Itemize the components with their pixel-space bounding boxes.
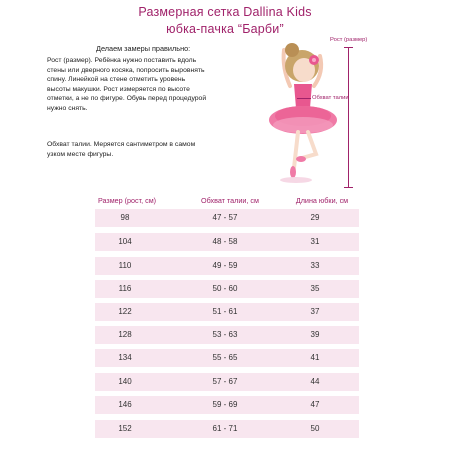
page-title: Размерная сетка Dallina Kids	[138, 5, 312, 19]
table-row	[95, 209, 359, 227]
height-label: Рост (размер)	[330, 37, 368, 43]
size-cell: 140	[118, 377, 132, 386]
size-cell: 122	[118, 307, 132, 316]
column-header-waist: Обхват талии, см	[201, 196, 259, 205]
length-cell: 39	[310, 330, 320, 339]
table-row	[95, 420, 359, 438]
table-row	[95, 396, 359, 414]
instructions-intro: Делаем замеры правильно:	[96, 44, 191, 53]
table-row	[95, 373, 359, 391]
height-instruction: Рост (размер). Ребёнка нужно поставить вдоль стены или дверного косяка, попросить выровнять спину. Линейкой на стене отметить уровень высоты макушки. Рост измеряется по высоте отметки, а не по фигуре. Обувь перед процедурой нужно снять.	[47, 57, 207, 112]
waist-instruction: Обхват талии. Меряется сантиметром в самом узком месте фигуры.	[47, 141, 196, 158]
size-cell: 134	[118, 353, 132, 362]
column-header-size: Размер (рост, см)	[97, 196, 157, 205]
length-cell: 33	[310, 261, 320, 270]
waist-cell: 51 - 61	[212, 307, 238, 316]
height-measure-tick-bottom	[344, 187, 353, 188]
length-cell: 31	[310, 237, 320, 246]
size-cell: 104	[118, 237, 132, 246]
waist-label: Обхват талии	[312, 95, 349, 101]
waist-cell: 53 - 63	[212, 330, 238, 339]
size-cell: 116	[118, 284, 132, 293]
table-row	[95, 303, 359, 321]
length-cell: 35	[310, 284, 320, 293]
size-cell: 98	[120, 213, 130, 222]
waist-cell: 48 - 58	[212, 237, 238, 246]
table-row	[95, 233, 359, 251]
table-row	[95, 349, 359, 367]
length-cell: 29	[310, 213, 320, 222]
table-row	[95, 326, 359, 344]
length-cell: 50	[310, 424, 320, 433]
height-measure-line	[348, 47, 349, 187]
waist-cell: 49 - 59	[212, 261, 238, 270]
waist-pointer-line	[297, 98, 311, 99]
waist-cell: 50 - 60	[212, 284, 238, 293]
waist-cell: 57 - 67	[212, 377, 238, 386]
waist-cell: 55 - 65	[212, 353, 238, 362]
size-cell: 110	[118, 261, 132, 270]
height-measure-tick-top	[344, 47, 353, 48]
length-cell: 37	[310, 307, 320, 316]
column-header-length: Длина юбки, см	[295, 196, 349, 205]
table-row	[95, 257, 359, 275]
ballerina-illustration	[232, 28, 372, 198]
page-subtitle: юбка-пачка “Барби”	[166, 22, 284, 36]
length-cell: 47	[310, 400, 320, 409]
table-row	[95, 280, 359, 298]
waist-cell: 59 - 69	[212, 400, 238, 409]
waist-cell: 61 - 71	[212, 424, 238, 433]
length-cell: 41	[310, 353, 320, 362]
size-cell: 152	[118, 424, 132, 433]
waist-cell: 47 - 57	[212, 213, 238, 222]
length-cell: 44	[310, 377, 320, 386]
size-cell: 128	[118, 330, 132, 339]
size-cell: 146	[118, 400, 132, 409]
